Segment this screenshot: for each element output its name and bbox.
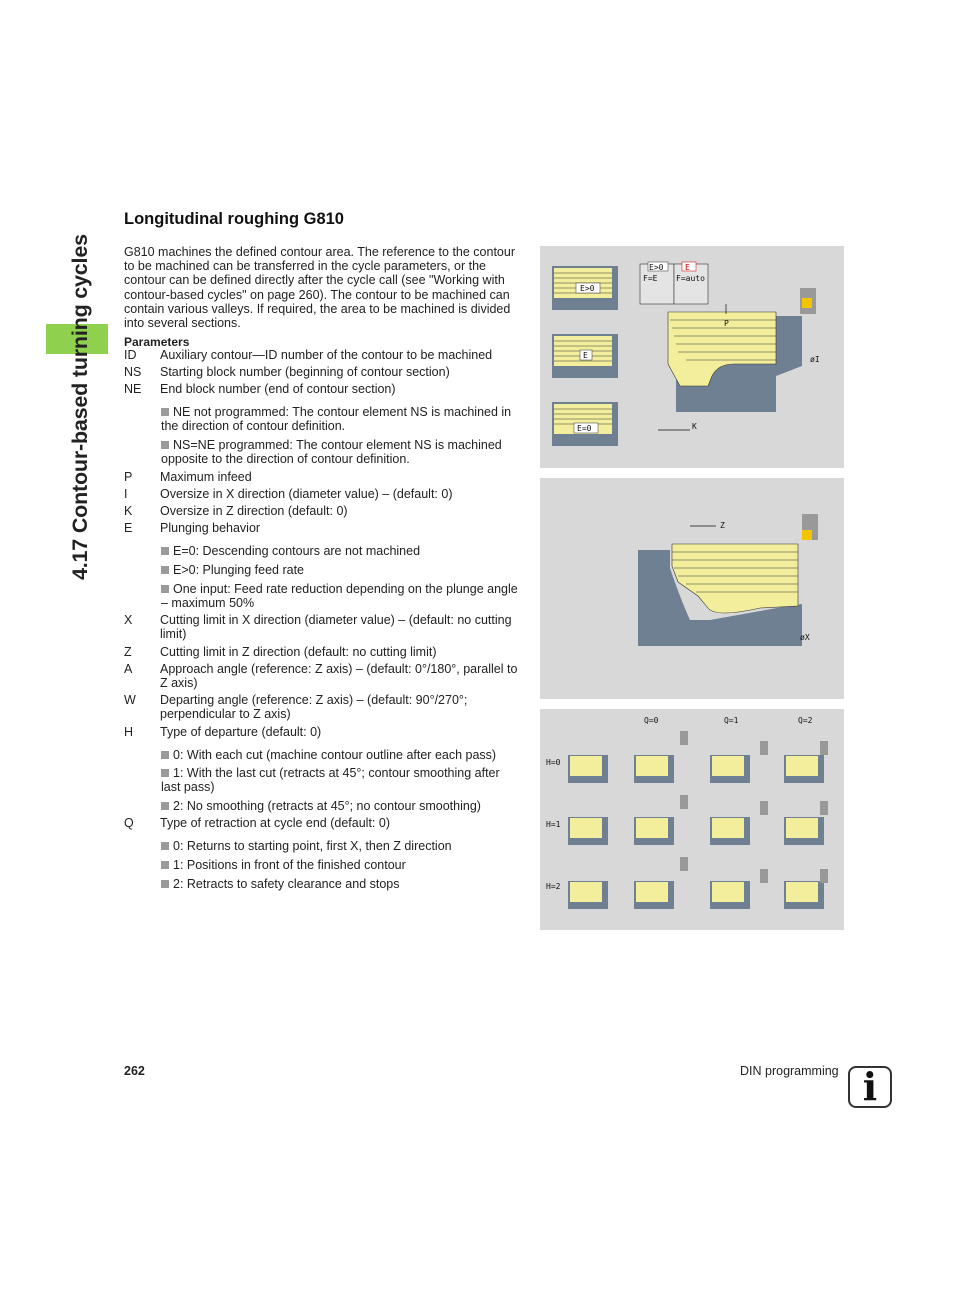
- svg-text:K: K: [692, 422, 697, 431]
- svg-text:P: P: [724, 319, 729, 328]
- bullet-item: 1: With the last cut (retracts at 45°; contour smoothing after last pass): [161, 766, 500, 795]
- bullet-item: 0: With each cut (machine contour outline after each pass): [161, 748, 521, 762]
- section-heading: Longitudinal roughing G810: [124, 210, 344, 228]
- page-number: 262: [124, 1064, 145, 1078]
- svg-text:H=1: H=1: [546, 820, 561, 829]
- footer-section-title: DIN programming: [740, 1064, 839, 1078]
- figure-roughing-parameters: [540, 246, 844, 468]
- svg-text:E: E: [685, 263, 690, 272]
- label-e-gt0: E>0: [580, 284, 595, 293]
- svg-text:F=E: F=E: [643, 274, 658, 283]
- bullet-item: 2: No smoothing (retracts at 45°; no contour smoothing): [161, 799, 521, 813]
- figure-cutting-limits: [540, 478, 844, 699]
- figure-departure-retraction-matrix: [540, 709, 844, 930]
- intro-paragraph: G810 machines the defined contour area. The reference to the contour to be machined can be transferred in the cycle parameters, or the contour can be defined directly after the cycle call (see "Working with contour-based cycles" on page 260). The contour to be machined can contain various valleys. If required, the area to be machined is divided into several sections.: [124, 245, 515, 331]
- bullet-item: 2: Retracts to safety clearance and stops: [161, 877, 521, 891]
- svg-text:øX: øX: [800, 633, 810, 642]
- bullet-item: E>0: Plunging feed rate: [161, 563, 521, 577]
- svg-text:E=0: E=0: [577, 424, 592, 433]
- svg-text:Z: Z: [720, 521, 725, 530]
- svg-text:Q=0: Q=0: [644, 716, 659, 725]
- svg-text:H=2: H=2: [546, 882, 561, 891]
- info-icon: i: [848, 1066, 892, 1108]
- bullet-item: NS=NE programmed: The contour element NS is machined opposite to the direction of contour definition.: [161, 438, 502, 467]
- svg-text:øI: øI: [810, 355, 820, 364]
- svg-text:Q=1: Q=1: [724, 716, 739, 725]
- parameters-heading: Parameters: [124, 335, 190, 349]
- svg-text:H=0: H=0: [546, 758, 561, 767]
- bullet-item: 1: Positions in front of the finished contour: [161, 858, 521, 872]
- bullet-item: 0: Returns to starting point, first X, then Z direction: [161, 839, 521, 853]
- bullet-item: E=0: Descending contours are not machined: [161, 544, 521, 558]
- svg-text:F=auto: F=auto: [676, 274, 705, 283]
- svg-text:E: E: [583, 351, 588, 360]
- bullet-item: One input: Feed rate reduction depending on the plunge angle – maximum 50%: [161, 582, 518, 611]
- bullet-item: NE not programmed: The contour element NS is machined in the direction of contour definition.: [161, 405, 512, 434]
- chapter-side-title: 4.17 Contour-based turning cycles: [68, 234, 92, 580]
- svg-text:Q=2: Q=2: [798, 716, 813, 725]
- svg-text:E>0: E>0: [649, 263, 664, 272]
